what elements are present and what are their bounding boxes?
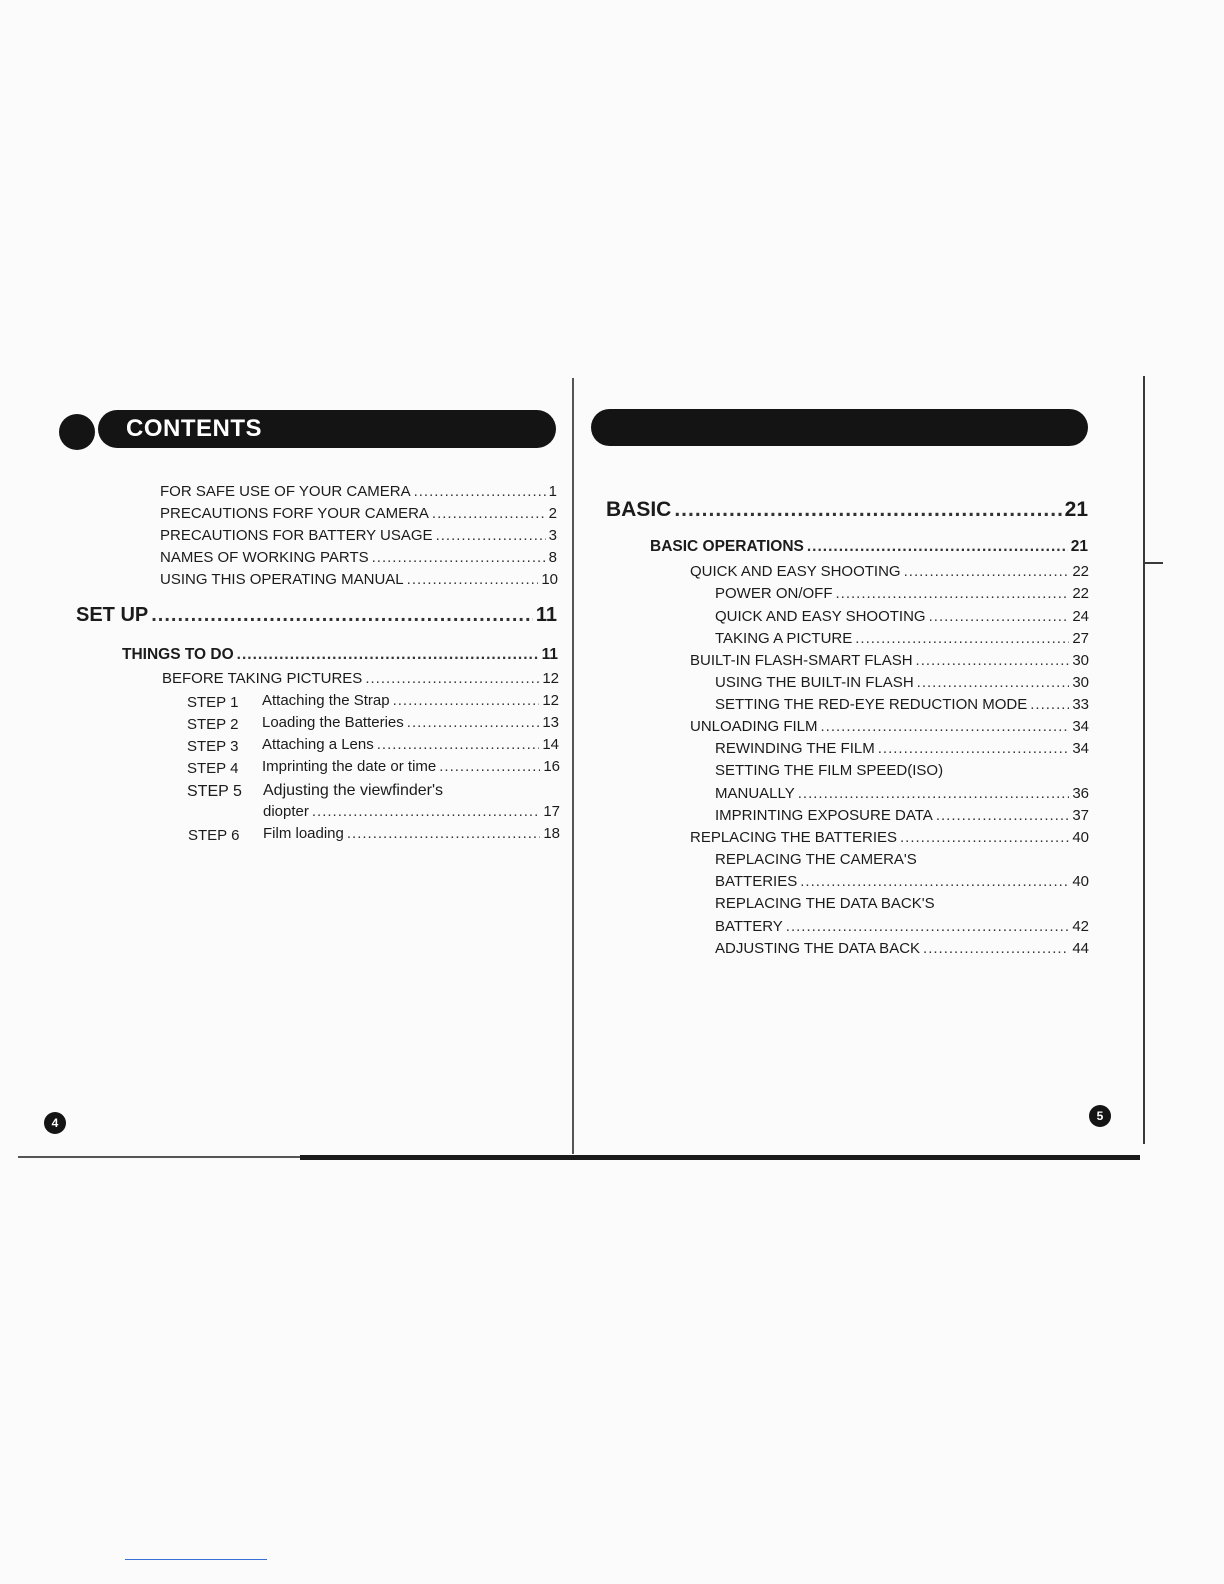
toc-subsection-title: THINGS TO DO xyxy=(122,646,234,663)
toc-entry-title: FOR SAFE USE OF YOUR CAMERA xyxy=(160,483,411,500)
step-label: STEP 2 xyxy=(187,716,239,733)
toc-section-page: 11 xyxy=(535,604,557,626)
toc-step-entry[interactable] xyxy=(262,736,559,753)
step-label: STEP 5 xyxy=(187,783,242,800)
toc-entry-title: BUILT-IN FLASH-SMART FLASH xyxy=(690,652,913,669)
toc-entry-page: 30 xyxy=(1072,652,1089,669)
toc-entry-title: Attaching the Strap xyxy=(262,692,390,709)
step-label: STEP 6 xyxy=(188,827,240,844)
toc-entry-title: Attaching a Lens xyxy=(262,736,374,753)
toc-entry-title: PRECAUTIONS FORF YOUR CAMERA xyxy=(160,505,429,522)
page-number-badge: 5 xyxy=(1089,1105,1111,1127)
toc-subsection-page: 21 xyxy=(1070,538,1088,555)
bottom-blue-line xyxy=(125,1559,267,1560)
toc-step-entry[interactable] xyxy=(262,692,559,709)
toc-entry-page: 24 xyxy=(1072,608,1089,625)
contents-header-bar xyxy=(98,410,556,448)
toc-entry-title-cont: diopter xyxy=(263,803,309,820)
toc-entry-title: Imprinting the date or time xyxy=(262,758,437,775)
right-header-bar xyxy=(591,409,1088,446)
toc-entry[interactable] xyxy=(715,873,1089,890)
toc-entry[interactable] xyxy=(160,549,557,566)
toc-entry-page: 13 xyxy=(542,714,559,731)
toc-entry-page: 14 xyxy=(542,736,559,753)
toc-entry-page: 22 xyxy=(1072,563,1089,580)
toc-entry-title: BATTERY xyxy=(715,918,783,935)
toc-entry[interactable] xyxy=(715,630,1089,647)
toc-entry[interactable] xyxy=(715,740,1089,757)
toc-entry-title[interactable]: Adjusting the viewfinder's xyxy=(263,782,444,799)
toc-entry-title: PRECAUTIONS FOR BATTERY USAGE xyxy=(160,527,433,544)
center-divider xyxy=(572,378,574,1154)
toc-entry-title: QUICK AND EASY SHOOTING xyxy=(715,608,926,625)
toc-section-basic[interactable] xyxy=(606,498,1088,522)
toc-entry-title: NAMES OF WORKING PARTS xyxy=(160,549,369,566)
toc-entry-title: Film loading xyxy=(263,825,344,842)
toc-entry-page: 40 xyxy=(1072,829,1089,846)
toc-entry-page: 2 xyxy=(548,505,557,522)
toc-entry-title: Loading the Batteries xyxy=(262,714,404,731)
toc-entry-page: 12 xyxy=(542,692,559,709)
step-label: STEP 1 xyxy=(187,694,239,711)
toc-entry-page: 34 xyxy=(1072,718,1089,735)
toc-entry-page: 1 xyxy=(548,483,557,500)
toc-entry-page: 34 xyxy=(1072,740,1089,757)
toc-entry-title: MANUALLY xyxy=(715,785,795,802)
toc-entry-title: BATTERIES xyxy=(715,873,798,890)
toc-section-title: SET UP xyxy=(76,604,149,626)
toc-section-setup[interactable] xyxy=(76,604,557,627)
toc-entry-page: 3 xyxy=(548,527,557,544)
step-label: STEP 3 xyxy=(187,738,239,755)
toc-entry-page: 8 xyxy=(548,549,557,566)
toc-entry[interactable] xyxy=(715,696,1089,713)
toc-entry-title: BEFORE TAKING PICTURES xyxy=(162,670,363,687)
toc-entry[interactable] xyxy=(715,585,1089,602)
toc-entry[interactable] xyxy=(690,829,1089,846)
bottom-rule-thick xyxy=(300,1155,1140,1160)
toc-entry-title[interactable]: REPLACING THE CAMERA'S xyxy=(715,851,917,868)
toc-entry-title: USING THIS OPERATING MANUAL xyxy=(160,571,404,588)
toc-entry-page: 44 xyxy=(1072,940,1089,957)
toc-entry[interactable] xyxy=(715,608,1089,625)
scan-edge-line xyxy=(1143,376,1145,1144)
toc-entry[interactable] xyxy=(160,483,557,500)
toc-entry-title[interactable]: SETTING THE FILM SPEED(ISO) xyxy=(715,762,944,779)
toc-entry[interactable] xyxy=(715,940,1089,957)
toc-subsection-title: BASIC OPERATIONS xyxy=(650,538,804,555)
toc-entry-title: POWER ON/OFF xyxy=(715,585,833,602)
toc-entry-page: 33 xyxy=(1072,696,1089,713)
toc-entry[interactable] xyxy=(715,918,1089,935)
toc-entry[interactable] xyxy=(715,785,1089,802)
toc-entry-title: QUICK AND EASY SHOOTING xyxy=(690,563,901,580)
toc-step-entry[interactable] xyxy=(262,714,559,731)
toc-entry-title: ADJUSTING THE DATA BACK xyxy=(715,940,921,957)
toc-entry-page: 18 xyxy=(543,825,560,842)
toc-step-entry[interactable] xyxy=(262,758,560,775)
toc-entry-title: TAKING A PICTURE xyxy=(715,630,853,647)
contents-title: CONTENTS xyxy=(126,415,262,442)
toc-entry-page: 17 xyxy=(543,803,560,820)
toc-entry[interactable] xyxy=(690,563,1089,580)
toc-entry[interactable] xyxy=(160,527,557,544)
toc-step-entry[interactable] xyxy=(263,803,560,820)
toc-section-title: BASIC xyxy=(606,498,672,521)
toc-step-entry[interactable] xyxy=(263,825,560,842)
toc-entry-page: 30 xyxy=(1072,674,1089,691)
toc-entry[interactable] xyxy=(715,674,1089,691)
page-number-badge: 4 xyxy=(44,1112,66,1134)
toc-subsection-things-to-do[interactable] xyxy=(122,646,558,664)
toc-subsection-basic-operations[interactable] xyxy=(650,538,1088,556)
toc-entry[interactable] xyxy=(715,807,1089,824)
toc-entry-title: UNLOADING FILM xyxy=(690,718,818,735)
toc-subsection-page: 11 xyxy=(541,646,558,663)
step-label: STEP 4 xyxy=(187,760,239,777)
toc-section-page: 21 xyxy=(1064,498,1088,521)
toc-entry-page: 12 xyxy=(542,670,559,687)
toc-entry-title[interactable]: REPLACING THE DATA BACK'S xyxy=(715,895,935,912)
toc-entry-title: REWINDING THE FILM xyxy=(715,740,875,757)
toc-entry-page: 40 xyxy=(1072,873,1089,890)
toc-entry[interactable] xyxy=(160,505,557,522)
toc-entry[interactable] xyxy=(690,652,1089,669)
header-bullet-icon xyxy=(59,414,95,450)
toc-entry-page: 22 xyxy=(1072,585,1089,602)
toc-entry-page: 16 xyxy=(543,758,560,775)
scan-edge-tick xyxy=(1145,562,1163,564)
toc-entry[interactable] xyxy=(162,670,559,687)
toc-entry-title: REPLACING THE BATTERIES xyxy=(690,829,897,846)
toc-entry-page: 42 xyxy=(1072,918,1089,935)
toc-entry-page: 10 xyxy=(541,571,558,588)
toc-entry-title: SETTING THE RED-EYE REDUCTION MODE xyxy=(715,696,1028,713)
toc-entry-page: 36 xyxy=(1072,785,1089,802)
toc-entry-page: 27 xyxy=(1072,630,1089,647)
toc-entry-title: USING THE BUILT-IN FLASH xyxy=(715,674,914,691)
toc-entry[interactable] xyxy=(690,718,1089,735)
toc-entry-page: 37 xyxy=(1072,807,1089,824)
toc-entry-title: IMPRINTING EXPOSURE DATA xyxy=(715,807,933,824)
toc-entry[interactable] xyxy=(160,571,558,588)
